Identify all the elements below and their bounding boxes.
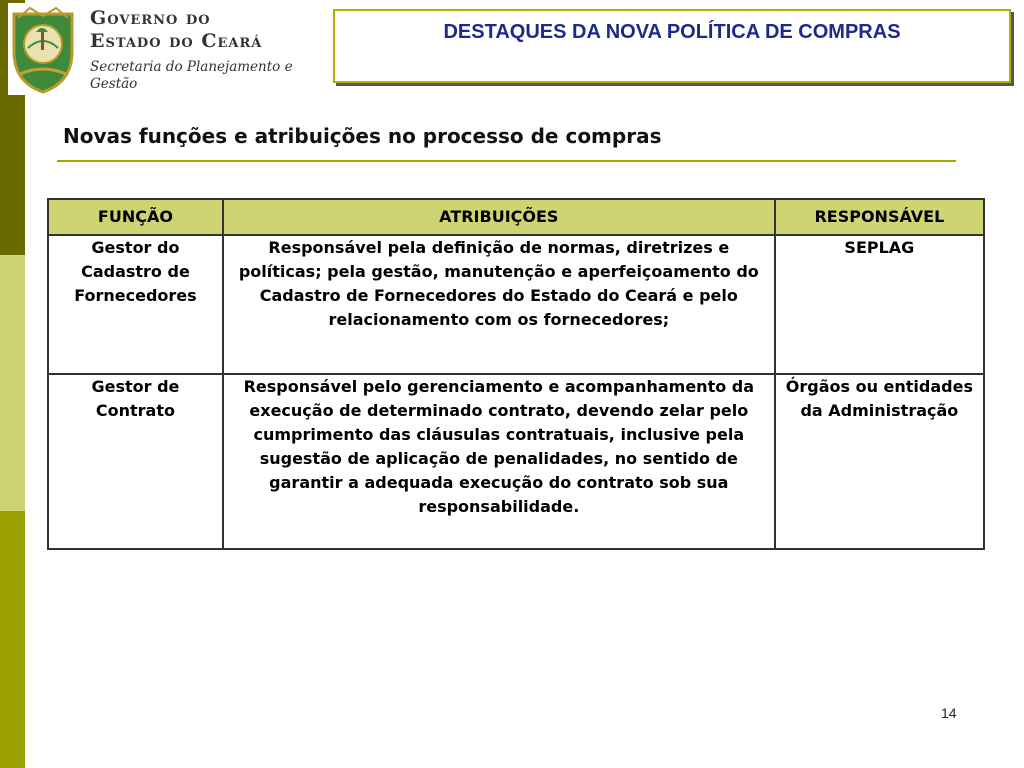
cell-responsavel: Órgãos ou entidades da Administração <box>775 374 984 549</box>
page-number: 14 <box>941 705 957 721</box>
table-header-row <box>48 199 984 235</box>
header-title: DESTAQUES DA NOVA POLÍTICA DE COMPRAS <box>443 21 901 43</box>
header-atribuicoes: ATRIBUIÇÕES <box>223 199 775 235</box>
cell-atribuicoes: Responsável pelo gerenciamento e acompanhamento da execução de determinado contrato, devendo zelar pelo cumprimento das cláusulas contratuais, inclusive pela sugestão de aplicação de penalidades, no sentido de garantir a adequada execução do contrato sob sua responsabilidade. <box>223 374 775 549</box>
functions-table <box>47 198 985 550</box>
subtitle-divider <box>57 160 956 162</box>
cell-responsavel: SEPLAG <box>775 235 984 374</box>
header-funcao: FUNÇÃO <box>48 199 223 235</box>
header-title-box <box>333 9 1011 83</box>
cell-funcao: Gestor de Contrato <box>48 374 223 549</box>
logo-line-gestao: Gestão <box>90 76 138 92</box>
logo-line-estado: Estado do Ceará <box>90 30 263 52</box>
logo-line-secretaria: Secretaria do Planejamento e <box>90 59 293 75</box>
sidebar-band-mid <box>0 511 25 768</box>
table-row <box>48 235 984 374</box>
slide-subtitle: Novas funções e atribuições no processo de compras <box>63 124 662 148</box>
table-row <box>48 374 984 549</box>
cell-atribuicoes: Responsável pela definição de normas, diretrizes e políticas; pela gestão, manutenção e aperfeiçoamento do Cadastro de Fornecedores do Estado do Ceará e pelo relacionamento com os fornecedores; <box>223 235 775 374</box>
cell-funcao: Gestor do Cadastro de Fornecedores <box>48 235 223 374</box>
header-responsavel: RESPONSÁVEL <box>775 199 984 235</box>
ceara-seal-icon <box>8 4 78 94</box>
government-logo <box>8 3 293 95</box>
logo-line-governo: Governo do <box>90 7 211 29</box>
sidebar-band-light <box>0 255 25 511</box>
